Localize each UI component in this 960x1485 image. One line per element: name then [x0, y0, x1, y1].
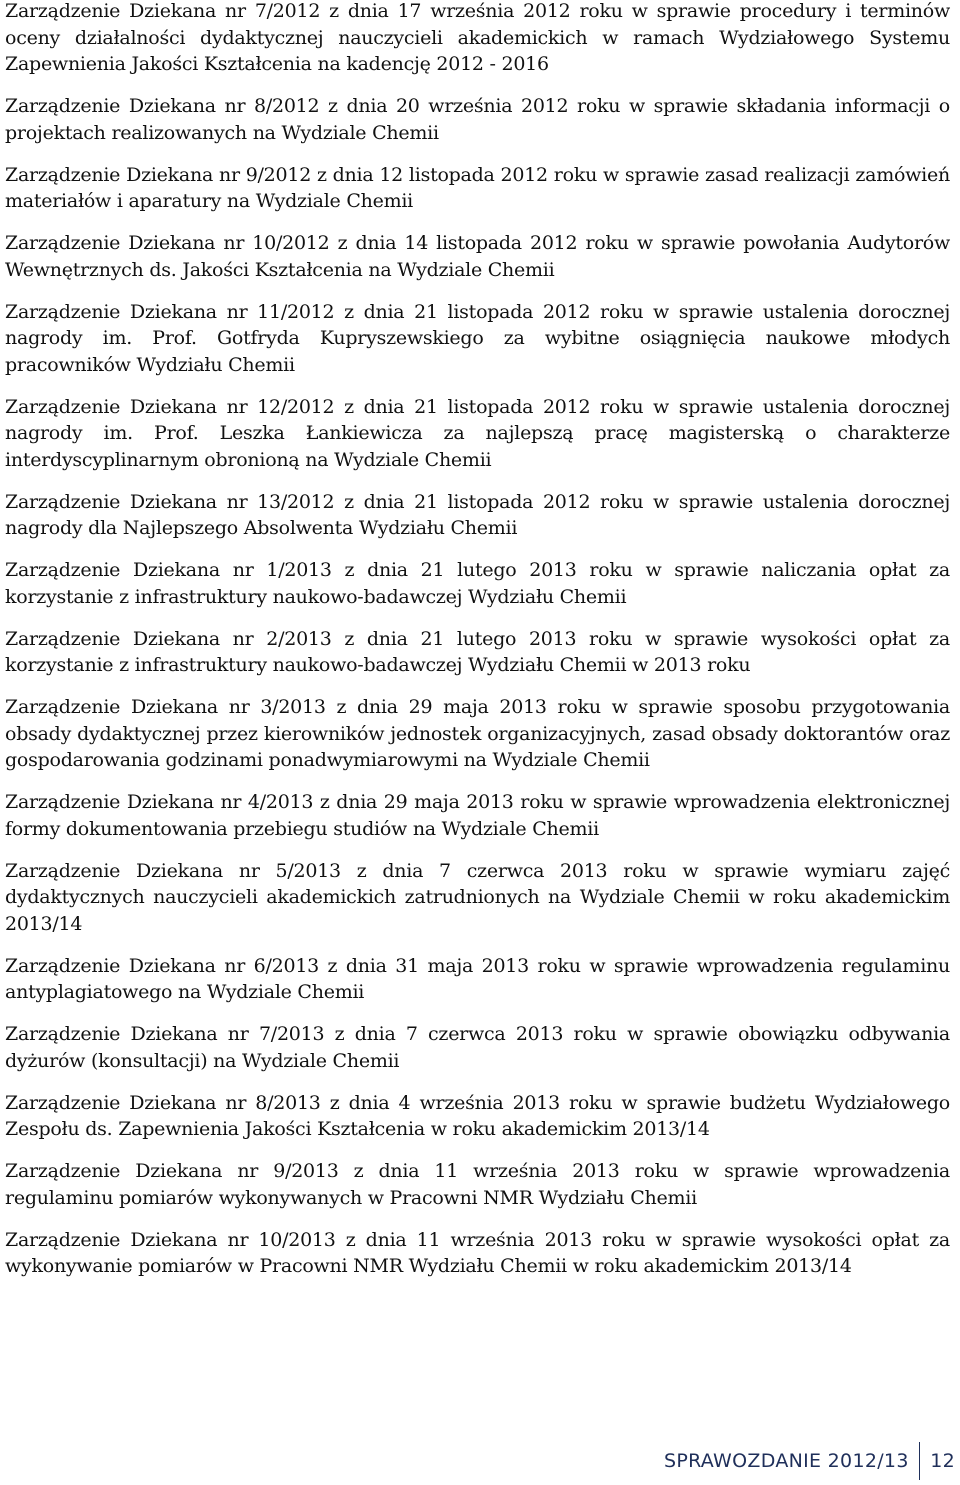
regulation-entry: Zarządzenie Dziekana nr 6/2013 z dnia 31 maja 2013 roku w sprawie wprowadzenia regulaminu antyplagiatowego na Wydziale Chemii	[5, 954, 950, 1003]
regulation-entry: Zarządzenie Dziekana nr 8/2012 z dnia 20 września 2012 roku w sprawie składania informacji o projektach realizowanych na Wydziale Chemii	[5, 95, 950, 144]
regulation-entry: Zarządzenie Dziekana nr 5/2013 z dnia 7 czerwca 2013 roku w sprawie wymiaru zajęć dydaktycznych nauczycieli akademickich zatrudnionych na Wydziale Chemii w roku akademickim 2013/14	[5, 859, 950, 935]
page-number: 12	[930, 1450, 955, 1472]
regulation-entry: Zarządzenie Dziekana nr 7/2013 z dnia 7 czerwca 2013 roku w sprawie obowiązku odbywania dyżurów (konsultacji) na Wydziale Chemii	[5, 1023, 950, 1072]
regulation-entry: Zarządzenie Dziekana nr 8/2013 z dnia 4 września 2013 roku w sprawie budżetu Wydziałowego Zespołu ds. Zapewnienia Jakości Kształcenia w roku akademickim 2013/14	[5, 1091, 950, 1140]
regulation-entry: Zarządzenie Dziekana nr 7/2012 z dnia 17 września 2012 roku w sprawie procedury i terminów oceny działalności dydaktycznej nauczycieli akademickich w ramach Wydziałowego Systemu Zapewnienia Jakości Kształcenia na kadencję 2012 - 2016	[5, 0, 950, 75]
regulation-entry: Zarządzenie Dziekana nr 10/2013 z dnia 11 września 2013 roku w sprawie wysokości opłat za wykonywanie pomiarów w Pracowni NMR Wydziału Chemii w roku akademickim 2013/14	[5, 1228, 950, 1277]
regulation-entry: Zarządzenie Dziekana nr 2/2013 z dnia 21 lutego 2013 roku w sprawie wysokości opłat za korzystanie z infrastruktury naukowo-badawczej Wydziału Chemii w 2013 roku	[5, 627, 950, 676]
regulation-entry: Zarządzenie Dziekana nr 13/2012 z dnia 21 listopada 2012 roku w sprawie ustalenia dorocznej nagrody dla Najlepszego Absolwenta Wydziału Chemii	[5, 490, 950, 539]
regulation-entry: Zarządzenie Dziekana nr 4/2013 z dnia 29 maja 2013 roku w sprawie wprowadzenia elektronicznej formy dokumentowania przebiegu studiów na Wydziale Chemii	[5, 791, 950, 840]
report-title: SPRAWOZDANIE 2012/13	[663, 1450, 909, 1472]
regulation-entry: Zarządzenie Dziekana nr 9/2012 z dnia 12 listopada 2012 roku w sprawie zasad realizacji zamówień materiałów i aparatury na Wydziale Chemii	[5, 163, 950, 212]
footer-divider	[919, 1442, 921, 1480]
regulation-entry: Zarządzenie Dziekana nr 3/2013 z dnia 29 maja 2013 roku w sprawie sposobu przygotowania obsady dydaktycznej przez kierowników jednostek organizacyjnych, zasad obsady doktorantów oraz gospodarowania godzinami ponadwymiarowymi na Wydziale Chemii	[5, 696, 950, 771]
regulation-entry: Zarządzenie Dziekana nr 12/2012 z dnia 21 listopada 2012 roku w sprawie ustalenia dorocznej nagrody im. Prof. Leszka Łankiewicza za najlepszą pracę magisterską o charakterze interdyscyplinarnym obronioną na Wydziale Chemii	[5, 395, 950, 471]
regulation-entry: Zarządzenie Dziekana nr 1/2013 z dnia 21 lutego 2013 roku w sprawie naliczania opłat za korzystanie z infrastruktury naukowo-badawczej Wydziału Chemii	[5, 559, 950, 608]
document-body	[5, 0, 950, 1295]
regulation-entry: Zarządzenie Dziekana nr 10/2012 z dnia 14 listopada 2012 roku w sprawie powołania Audytorów Wewnętrznych ds. Jakości Kształcenia na Wydziale Chemii	[5, 232, 950, 281]
regulation-entry: Zarządzenie Dziekana nr 9/2013 z dnia 11 września 2013 roku w sprawie wprowadzenia regulaminu pomiarów wykonywanych w Pracowni NMR Wydziału Chemii	[5, 1160, 950, 1209]
regulation-entry: Zarządzenie Dziekana nr 11/2012 z dnia 21 listopada 2012 roku w sprawie ustalenia dorocznej nagrody im. Prof. Gotfryda Kupryszewskiego za wybitne osiągnięcia naukowe młodych pracowników Wydziału Chemii	[5, 300, 950, 376]
page-footer	[664, 1441, 955, 1481]
